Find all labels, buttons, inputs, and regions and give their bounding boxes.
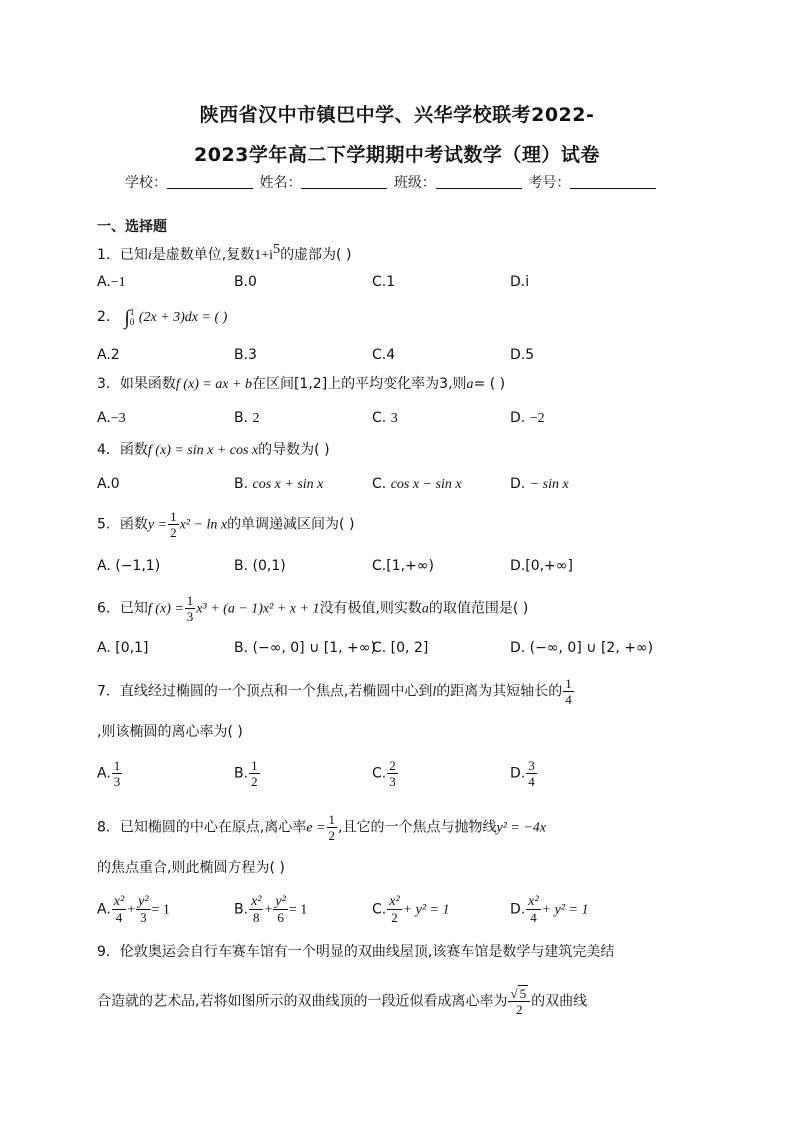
q5-option-d[interactable]: D.[0,+∞]	[510, 558, 573, 574]
question-8-line2: 的焦点重合,则此椭圆方程为( )	[97, 860, 285, 876]
q8-option-c[interactable]: C. $\frac{\text{x²}}{2}$ + y² = 1	[372, 894, 450, 925]
question-1: 1．已知i是虚数单位,复数$1+i^5$的虚部为( )	[97, 242, 352, 263]
school-label: 学校：	[125, 175, 167, 191]
question-2: 2． ∫ 1 0 (2x + 3)dx = ( )	[97, 307, 228, 329]
exam-no-blank[interactable]	[570, 176, 656, 189]
integral-sign: ∫	[124, 307, 130, 329]
q6-option-d[interactable]: D. (−∞, 0] ∪ [2, +∞)	[510, 640, 654, 656]
exam-no-label: 考号：	[528, 175, 571, 191]
q3-option-b[interactable]: B. 2	[234, 410, 260, 426]
q4-option-d[interactable]: D. − sin x	[510, 476, 569, 492]
q7-option-b[interactable]: B. $\frac{1}{2}$	[234, 758, 258, 789]
q4-option-c[interactable]: C. cos x − sin x	[372, 476, 462, 492]
q5-option-c[interactable]: C.[1,+∞)	[372, 558, 434, 574]
question-3: 3．如果函数f (x) = ax + b在区间[1,2]上的平均变化率为3,则a= ( )	[97, 376, 506, 392]
question-9-line2: 合造就的艺术品,若将如图所示的双曲线顶的一段近似看成离心率为 $\frac{√ 5}{2}$ 的双曲线	[97, 986, 588, 1017]
q2-option-d[interactable]: D.5	[510, 347, 535, 363]
q3-option-d[interactable]: D. −2	[510, 410, 545, 426]
class-label: 班级：	[393, 175, 436, 191]
q7-option-d[interactable]: D. $\frac{3}{4}$	[510, 758, 535, 789]
q6-option-b[interactable]: B. (−∞, 0] ∪ [1, +∞)	[234, 640, 376, 656]
exam-title-line1: 陕西省汉中市镇巴中学、兴华学校联考2022-	[199, 104, 595, 126]
section-title: 一、选择题	[97, 219, 167, 235]
q7-option-c[interactable]: C. $\frac{2}{3}$	[372, 758, 396, 789]
q1-option-c[interactable]: C.1	[372, 274, 396, 290]
q2-option-c[interactable]: C.4	[372, 347, 396, 363]
name-label: 姓名：	[259, 175, 302, 191]
q1-option-a[interactable]: A.−1	[97, 274, 126, 290]
q3-option-a[interactable]: A.−3	[97, 410, 126, 426]
q8-option-a[interactable]: A. $\frac{\text{x²}}{4}$ + $\frac{\text{y²}}{3}$ = 1	[97, 894, 170, 925]
question-9: 9．伦敦奥运会自行车赛车馆有一个明显的双曲线屋顶,该赛车馆是数学与建筑完美结	[97, 944, 615, 960]
q1-option-d[interactable]: D.i	[510, 274, 530, 290]
q4-option-a[interactable]: A.0	[97, 476, 120, 492]
exam-title-line2: 2023学年高二下学期期中考试数学（理）试卷	[194, 144, 600, 166]
q3-option-c[interactable]: C. 3	[372, 410, 398, 426]
q4-option-b[interactable]: B. cos x + sin x	[234, 476, 324, 492]
q7-option-a[interactable]: A. $\frac{1}{3}$	[97, 758, 121, 789]
q2-option-b[interactable]: B.3	[234, 347, 257, 363]
question-6: 6．已知f (x) = $\frac{1}{3}$ x³ + (a − 1)x² + x + 1没有极值,则实数a的取值范围是( )	[97, 593, 529, 624]
question-8: 8．已知椭圆的中心在原点,离心率e = $\frac{1}{2}$ ,且它的一个焦点与抛物线y² = −4x	[97, 812, 547, 843]
question-4: 4．函数f (x) = sin x + cos x的导数为( )	[97, 442, 330, 458]
student-info-row	[125, 172, 658, 192]
school-blank[interactable]	[167, 176, 253, 189]
question-5: 5．函数y = $\frac{1}{2}$ x² − ln x的单调递减区间为( )	[97, 509, 355, 540]
q8-option-b[interactable]: B. $\frac{\text{x²}}{8}$ + $\frac{\text{y²}}{6}$ = 1	[234, 894, 308, 925]
name-blank[interactable]	[301, 176, 387, 189]
q5-option-b[interactable]: B. (0,1)	[234, 558, 286, 574]
q6-option-c[interactable]: C. [0, 2]	[372, 640, 429, 656]
question-7: 7．直线经过椭圆的一个顶点和一个焦点,若椭圆中心到l的距离为其短轴长的 $\frac{1}{4}$	[97, 676, 572, 707]
question-7-line2: ,则该椭圆的离心率为( )	[97, 724, 243, 740]
q8-option-d[interactable]: D. $\frac{\text{x²}}{4}$ + y² = 1	[510, 894, 589, 925]
q2-option-a[interactable]: A.2	[97, 347, 120, 363]
class-blank[interactable]	[436, 176, 522, 189]
q1-option-b[interactable]: B.0	[234, 274, 257, 290]
q6-option-a[interactable]: A. [0,1]	[97, 640, 149, 656]
q5-option-a[interactable]: A. (−1,1)	[97, 558, 161, 574]
